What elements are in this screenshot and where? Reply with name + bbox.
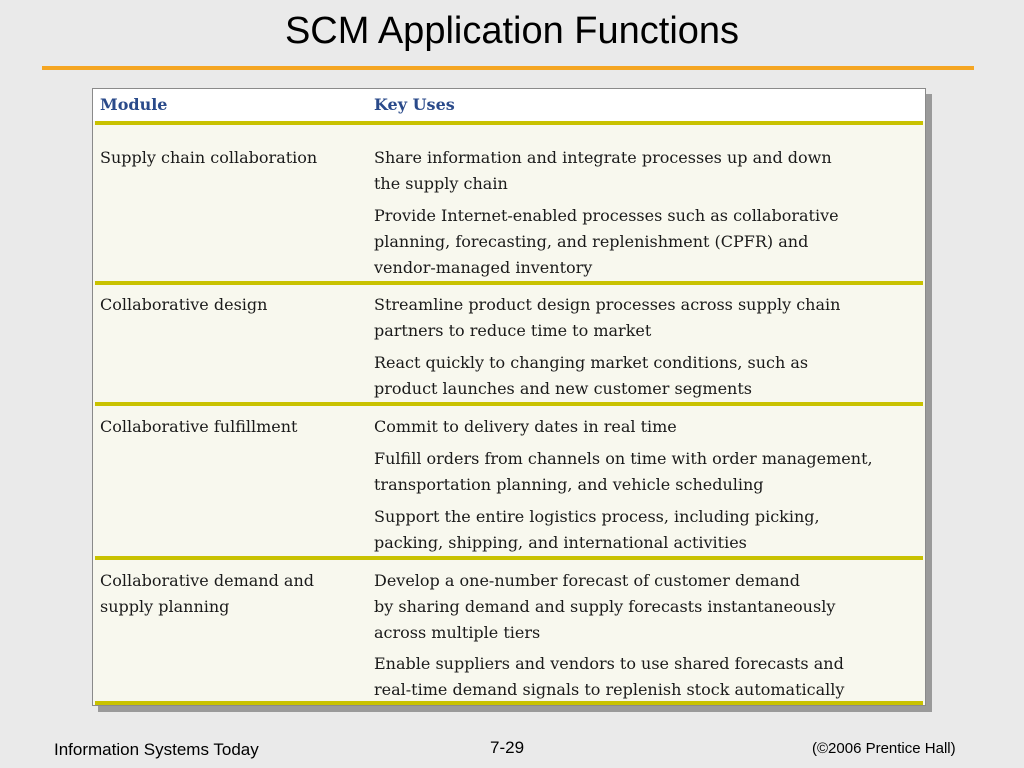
key-use-item — [374, 203, 919, 281]
footer-copyright: (©2006 Prentice Hall) — [812, 740, 956, 757]
footer-slide-number: 7-29 — [490, 738, 525, 757]
header-key-uses: Key Uses — [374, 95, 455, 114]
module-line: Collaborative demand and — [100, 571, 314, 590]
key-use-line: transportation planning, and vehicle scheduling — [374, 475, 764, 494]
key-use-item — [374, 292, 919, 344]
key-use-item — [374, 651, 919, 703]
key-use-line: Share information and integrate processes up and down — [374, 148, 832, 167]
title-underline — [42, 66, 974, 70]
key-use-line: Develop a one-number forecast of customer demand — [374, 571, 800, 590]
key-use-item — [374, 568, 919, 646]
module-line: supply planning — [100, 597, 230, 616]
scm-functions-table — [92, 88, 926, 706]
module-cell — [100, 292, 360, 318]
table-header-row — [93, 89, 925, 121]
key-use-line: Enable suppliers and vendors to use shared forecasts and — [374, 654, 844, 673]
header-divider — [95, 121, 923, 125]
key-use-item — [374, 504, 919, 556]
key-use-line: Commit to delivery dates in real time — [374, 417, 677, 436]
key-use-line: Provide Internet-enabled processes such as collaborative — [374, 206, 839, 225]
row-divider — [95, 281, 923, 285]
key-use-line: vendor-managed inventory — [374, 258, 593, 277]
module-cell — [100, 568, 360, 620]
key-use-item — [374, 350, 919, 402]
key-use-line: product launches and new customer segments — [374, 379, 752, 398]
key-use-line: across multiple tiers — [374, 623, 541, 642]
key-use-line: real-time demand signals to replenish stock automatically — [374, 680, 845, 699]
key-use-line: partners to reduce time to market — [374, 321, 652, 340]
table-bottom-rule — [95, 701, 923, 705]
module-line: Collaborative design — [100, 295, 268, 314]
key-use-item — [374, 145, 919, 197]
key-use-item — [374, 446, 919, 498]
key-use-line: Support the entire logistics process, including picking, — [374, 507, 820, 526]
module-line: Supply chain collaboration — [100, 148, 318, 167]
row-divider — [95, 402, 923, 406]
key-use-line: React quickly to changing market conditions, such as — [374, 353, 809, 372]
module-cell — [100, 414, 360, 440]
row-divider — [95, 556, 923, 560]
key-use-line: the supply chain — [374, 174, 508, 193]
key-use-item — [374, 414, 919, 440]
key-use-line: planning, forecasting, and replenishment (CPFR) and — [374, 232, 809, 251]
key-use-line: by sharing demand and supply forecasts instantaneously — [374, 597, 836, 616]
footer-course-title: Information Systems Today — [54, 740, 259, 759]
slide-title: SCM Application Functions — [284, 10, 740, 52]
module-line: Collaborative fulfillment — [100, 417, 298, 436]
header-module: Module — [100, 95, 168, 114]
key-use-line: packing, shipping, and international activities — [374, 533, 747, 552]
key-use-line: Fulfill orders from channels on time with order management, — [374, 449, 873, 468]
key-use-line: Streamline product design processes across supply chain — [374, 295, 841, 314]
module-cell — [100, 145, 360, 171]
